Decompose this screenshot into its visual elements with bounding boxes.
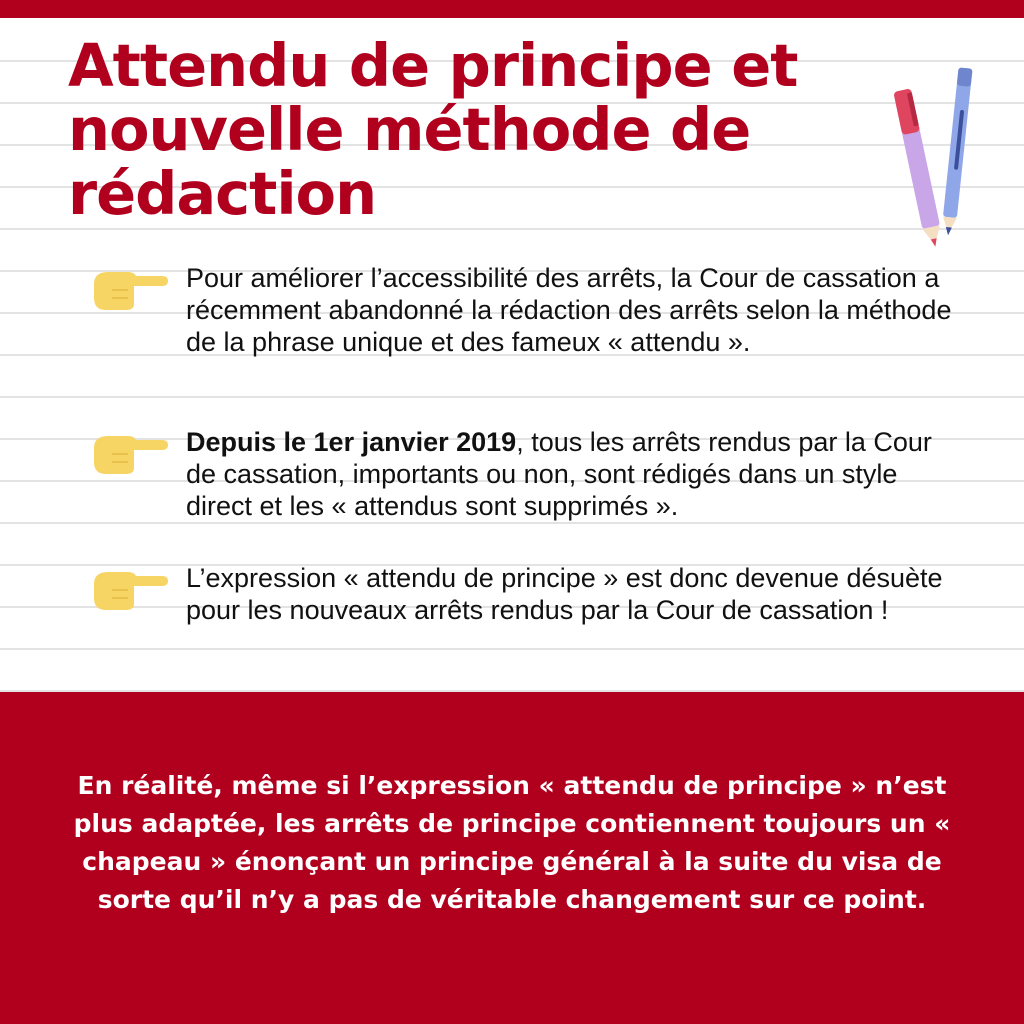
bullet-item-2 [88, 426, 968, 522]
bullet-text-2 [186, 426, 968, 522]
bullet-item-1 [88, 262, 968, 358]
bullet-body-1: Pour améliorer l’accessibilité des arrêts, la Cour de cassation a récemment abandonné la rédaction des arrêts selon la méthode de la phrase unique et des fameux « attendu ». [186, 263, 952, 357]
top-accent-bar [0, 0, 1024, 18]
bullet-body-3: L’expression « attendu de principe » est donc devenue désuète pour les nouveaux arrêts rendus par la Cour de cassation ! [186, 563, 943, 625]
footer-text: En réalité, même si l’expression « attendu de principe » n’est plus adaptée, les arrêts de principe contiennent toujours un « chapeau » énonçant un principe général à la suite du visa de sorte qu’il n’y a pas de véritable changement sur ce point. [73, 771, 951, 914]
page-title: Attendu de principe et nouvelle méthode de rédaction [68, 31, 798, 228]
bullet-text-1 [186, 262, 968, 358]
pointing-hand-icon [88, 564, 168, 614]
pens-icon [890, 60, 990, 250]
bullet-bold-2: Depuis le 1er janvier 2019 [186, 427, 517, 457]
bullet-body-2: , tous les arrêts rendus par la Cour de cassation, importants ou non, sont rédigés dans un style direct et les « attendus sont supprimés ». [186, 427, 932, 521]
bullet-text-3 [186, 562, 968, 626]
pointing-hand-icon [88, 428, 168, 478]
pointing-hand-icon [88, 264, 168, 314]
footer-panel [0, 692, 1024, 1024]
bullet-item-3 [88, 562, 968, 626]
